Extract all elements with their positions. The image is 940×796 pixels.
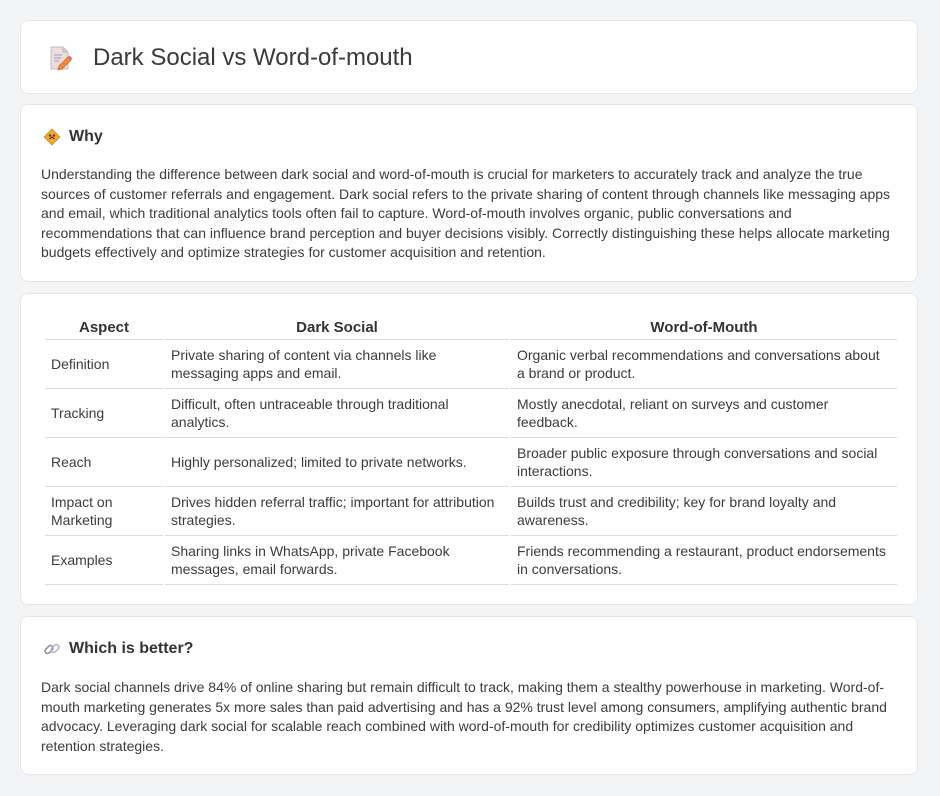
page-title: Dark Social vs Word-of-mouth [93, 44, 413, 71]
word-of-mouth-cell: Organic verbal recommendations and conversations about a brand or product. [511, 340, 897, 389]
dark-social-cell: Private sharing of content via channels like messaging apps and email. [165, 340, 509, 389]
why-section [20, 104, 918, 282]
column-header: Aspect [45, 315, 163, 340]
document-edit-icon [47, 45, 73, 71]
better-heading-row [43, 639, 193, 659]
comparison-table [43, 315, 899, 585]
dark-social-cell: Drives hidden referral traffic; important for attribution strategies. [165, 487, 509, 536]
dark-social-cell: Sharing links in WhatsApp, private Facebook messages, email forwards. [165, 536, 509, 585]
header-card [20, 20, 918, 94]
diamond-sign-icon [43, 128, 61, 146]
aspect-cell: Impact on Marketing [45, 487, 163, 536]
word-of-mouth-cell: Broader public exposure through conversations and social interactions. [511, 438, 897, 487]
column-header: Dark Social [165, 315, 509, 340]
which-is-better-section [20, 616, 918, 775]
dark-social-cell: Difficult, often untraceable through traditional analytics. [165, 389, 509, 438]
table-row [45, 487, 897, 536]
table-row [45, 340, 897, 389]
link-icon [43, 640, 61, 658]
aspect-cell: Reach [45, 438, 163, 487]
table-row [45, 536, 897, 585]
comparison-section [20, 293, 918, 605]
column-header: Word-of-Mouth [511, 315, 897, 340]
dark-social-cell: Highly personalized; limited to private networks. [165, 438, 509, 487]
aspect-cell: Tracking [45, 389, 163, 438]
better-heading: Which is better? [69, 640, 194, 657]
title-row [47, 43, 413, 73]
why-heading: Why [69, 128, 103, 145]
word-of-mouth-cell: Friends recommending a restaurant, product endorsements in conversations. [511, 536, 897, 585]
table-row [45, 389, 897, 438]
word-of-mouth-cell: Builds trust and credibility; key for brand loyalty and awareness. [511, 487, 897, 536]
aspect-cell: Examples [45, 536, 163, 585]
table-row [45, 438, 897, 487]
word-of-mouth-cell: Mostly anecdotal, reliant on surveys and customer feedback. [511, 389, 897, 438]
why-paragraph: Understanding the difference between dark social and word-of-mouth is crucial for marketers to accurately track and analyze the true sources of customer referrals and engagement. Dark social refers to the private sharing of content through channels like messaging apps and email, which traditional analytics tools often fail to capture. Word-of-mouth involves organic, public conversations and recommendations that can influence brand perception and buyer decisions visibly. Correctly distinguishing these helps allocate marketing budgets effectively and optimize strategies for customer acquisition and retention. [41, 166, 891, 260]
aspect-cell: Definition [45, 340, 163, 389]
why-heading-row [43, 127, 103, 147]
table-header-row [45, 315, 897, 340]
better-paragraph: Dark social channels drive 84% of online sharing but remain difficult to track, making them a stealthy powerhouse in marketing. Word-of-mouth marketing generates 5x more sales than paid advertising and has a 92% trust level among consumers, amplifying authentic brand advocacy. Leveraging dark social for scalable reach combined with word-of-mouth for credibility optimizes customer acquisition and retention strategies. [41, 679, 887, 754]
